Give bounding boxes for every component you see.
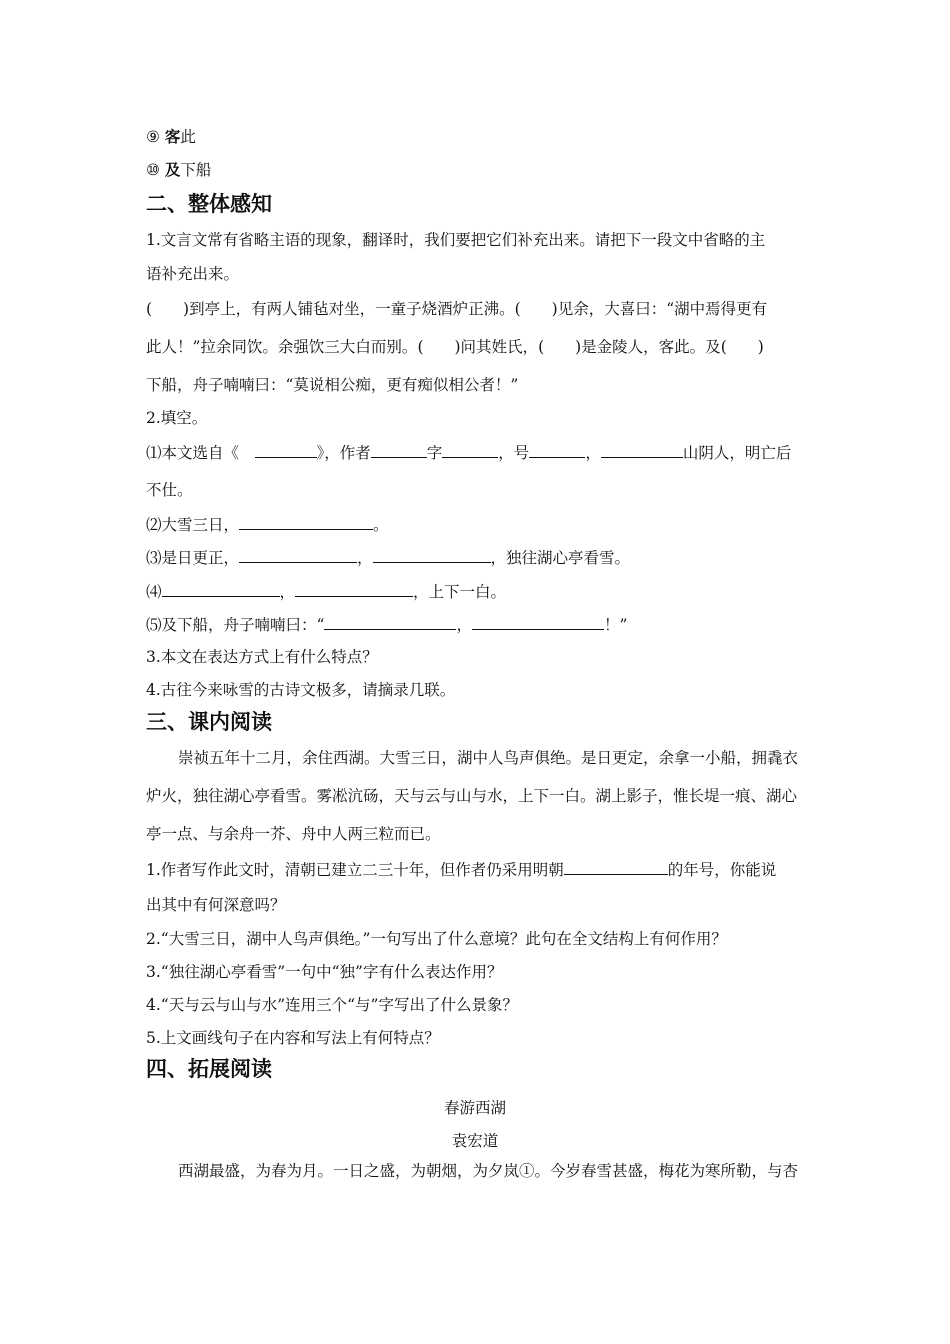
fill-text: 字 — [426, 444, 443, 462]
answer-blank[interactable] — [373, 546, 491, 563]
fill-text: ，号 — [498, 444, 530, 462]
blank-paren: ( ) — [720, 338, 764, 356]
answer-blank[interactable] — [601, 441, 683, 458]
vocab-keyword: 及 — [164, 160, 181, 179]
passage-text: 炉火，独往湖心亭看雪。雾凇沆砀，天与云与山与水，上下一白。湖上影子，惟长堤一痕、湖心 — [146, 787, 798, 805]
passage-text: 下船，舟子喃喃曰：“莫说相公痴，更有痴似相公者！” — [146, 376, 519, 394]
fill-text: ⑸及下船，舟子喃喃曰：“ — [146, 616, 325, 634]
answer-blank[interactable] — [162, 580, 280, 597]
passage-text: 此人！”拉余同饮。余强饮三大白而别。 — [146, 338, 418, 356]
fill-text: ⑵大雪三日， — [146, 516, 240, 534]
fill-text: 山阴人，明亡后 — [682, 444, 792, 462]
fill-text: 》，作者 — [316, 444, 371, 462]
vocab-item-9 — [146, 126, 196, 148]
passage-text: 西湖最盛，为春为月。一日之盛，为朝烟，为夕岚①。今岁春雪甚盛，梅花为寒所勒，与杏 — [178, 1162, 799, 1180]
vocab-keyword: 客 — [164, 127, 181, 146]
reading-title: 春游西湖 — [443, 1099, 506, 1117]
question-text: 2.“大雪三日，湖中人鸟声俱绝。”一句写出了什么意境？此句在全文结构上有何作用？ — [146, 930, 727, 948]
fill-text: ， — [357, 549, 373, 567]
passage-text: 见余，大喜曰：“湖中焉得更有 — [557, 300, 768, 318]
blank-paren: ( ) — [514, 300, 558, 318]
fill-text: ，上下一白。 — [413, 583, 507, 601]
question-part: 的年号，你能说 — [667, 861, 777, 879]
vocab-rest: 下船 — [180, 161, 212, 179]
fill-text: ，独往湖心亭看雪。 — [490, 549, 631, 567]
fill-text: ， — [456, 616, 472, 634]
fill-blank-5 — [146, 613, 627, 636]
passage-text: 到亭上，有两人铺毡对坐，一童子烧酒炉正沸。 — [189, 300, 515, 318]
passage-text: 亭一点、与余舟一芥、舟中人两三粒而已。 — [146, 825, 441, 843]
passage-line — [146, 298, 767, 320]
question-text — [146, 858, 776, 881]
question-text: 1.文言文常有省略主语的现象，翻译时，我们要把它们补充出来。请把下一段文中省略的主 — [146, 231, 766, 249]
question-text: 4.“天与云与山与水”连用三个“与”字写出了什么景象？ — [146, 996, 518, 1014]
fill-text: ⑷ — [146, 583, 162, 601]
fill-blank-3 — [146, 546, 630, 569]
blank-paren: ( ) — [417, 338, 461, 356]
fill-text: 。 — [373, 516, 389, 534]
question-text: 3.“独往湖心亭看雪”一句中“独”字有什么表达作用？ — [146, 963, 503, 981]
answer-blank[interactable] — [324, 613, 456, 630]
item-number: ⑩ — [146, 161, 160, 179]
fill-text: ， — [585, 444, 601, 462]
question-part: 1.作者写作此文时，清朝已建立二三十年，但作者仍采用明朝 — [146, 861, 564, 879]
question-text: 3.本文在表达方式上有什么特点？ — [146, 648, 378, 666]
answer-blank[interactable] — [472, 613, 604, 630]
fill-text: ⑴本文选自《 — [146, 444, 240, 462]
fill-text: 不仕。 — [146, 481, 193, 499]
answer-blank[interactable] — [255, 441, 317, 458]
fill-text: ， — [279, 583, 296, 601]
question-text: 5.上文画线句子在内容和写法上有何特点？ — [146, 1029, 440, 1047]
section-heading: 三、课内阅读 — [146, 710, 272, 734]
question-text: 语补充出来。 — [146, 265, 240, 283]
passage-text: 问其姓氏， — [460, 338, 539, 356]
fill-text: ！” — [603, 616, 628, 634]
fill-blank-1 — [146, 441, 791, 464]
answer-blank[interactable] — [564, 858, 668, 875]
answer-blank[interactable] — [371, 441, 427, 458]
question-text: 4.古往今来咏雪的古诗文极多，请摘录几联。 — [146, 681, 456, 699]
answer-blank[interactable] — [239, 546, 357, 563]
answer-blank[interactable] — [442, 441, 498, 458]
blank-paren: ( ) — [146, 300, 190, 318]
section-heading: 二、整体感知 — [146, 192, 272, 216]
passage-text: 是金陵人，客此。及 — [581, 338, 721, 356]
passage-line — [146, 336, 764, 358]
fill-blank-4 — [146, 580, 506, 603]
answer-blank[interactable] — [239, 513, 373, 530]
item-number: ⑨ — [146, 128, 160, 146]
answer-blank[interactable] — [529, 441, 585, 458]
fill-text: ⑶是日更正， — [146, 549, 240, 567]
section-heading: 四、拓展阅读 — [146, 1057, 272, 1081]
passage-text: 崇祯五年十二月，余住西湖。大雪三日，湖中人鸟声俱绝。是日更定，余拿一小船，拥毳衣 — [178, 749, 799, 767]
reading-author: 袁宏道 — [451, 1132, 499, 1150]
question-text: 2.填空。 — [146, 409, 208, 427]
vocab-item-10 — [146, 159, 211, 181]
question-text: 出其中有何深意吗？ — [146, 896, 286, 914]
answer-blank[interactable] — [295, 580, 413, 597]
vocab-rest: 此 — [180, 128, 196, 146]
blank-paren: ( ) — [538, 338, 582, 356]
fill-blank-2 — [146, 513, 389, 536]
